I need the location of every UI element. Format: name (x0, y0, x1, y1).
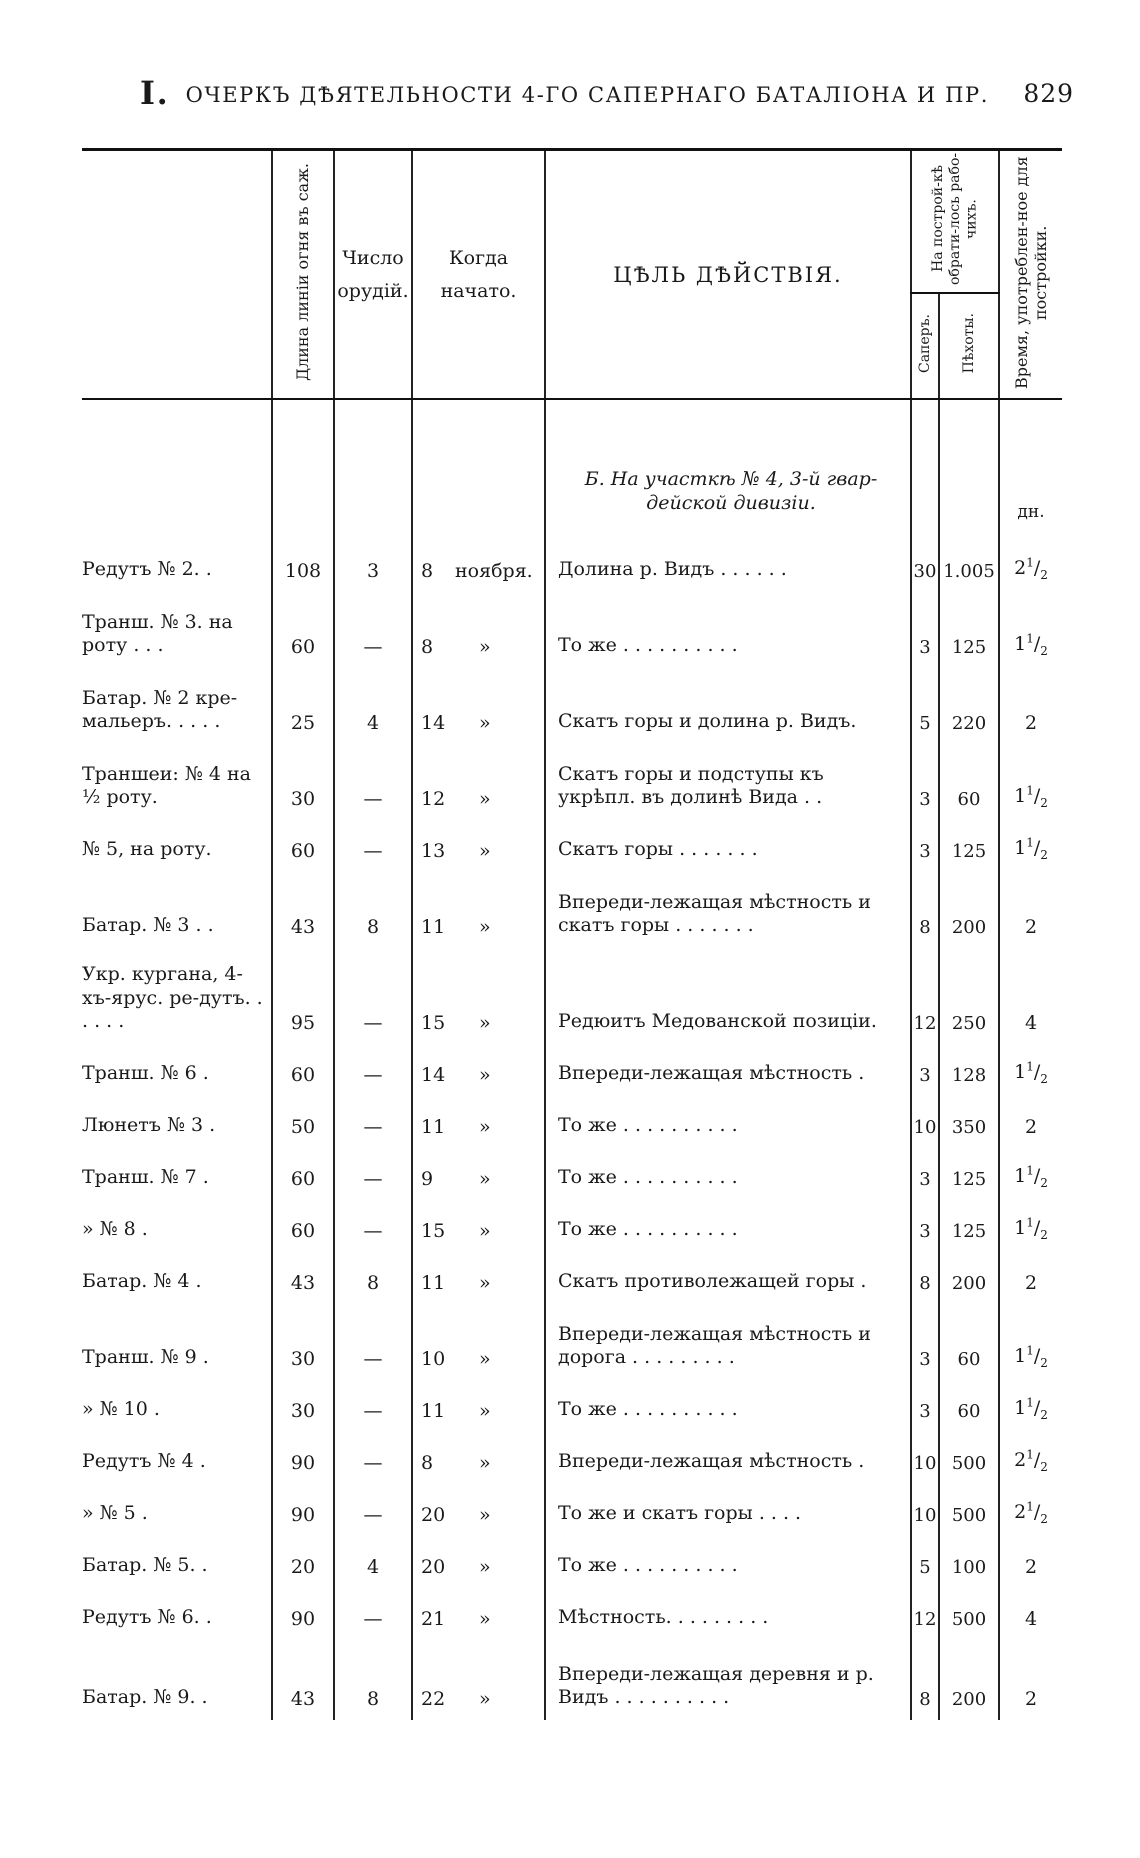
time-denominator: 2 (1040, 644, 1048, 658)
fraction-slash: / (1033, 1449, 1041, 1472)
time-numerator: 1 (1026, 835, 1034, 850)
when-day: 11 (421, 1400, 446, 1422)
when-day: 21 (421, 1608, 446, 1630)
when-day: 14 (421, 1064, 446, 1086)
cell-time (999, 1138, 1062, 1190)
when-day: 15 (421, 1220, 446, 1242)
cell-name: № 5, на роту. (82, 838, 212, 861)
when-mark: » (479, 1688, 491, 1710)
cell-infantry: 1.005 (939, 530, 999, 582)
cell-goal: Впереди-лежащая мѣстность . (545, 1034, 911, 1086)
cell-length: 90 (272, 1422, 334, 1474)
when-day: 20 (421, 1556, 446, 1578)
cell-time (999, 810, 1062, 862)
cell-when (412, 1242, 545, 1294)
section-row (82, 399, 1062, 530)
cell-goal: То же . . . . . . . . . . (545, 582, 911, 658)
cell-guns: — (334, 734, 412, 810)
table-row (82, 862, 1062, 938)
operations-table (82, 148, 1062, 1720)
fraction-slash: / (1033, 633, 1041, 656)
section-title: Б. На участкѣ № 4, 3-й гвар-дейской дивизіи. (545, 399, 911, 530)
cell-goal: То же . . . . . . . . . . (545, 1138, 911, 1190)
cell-when (412, 1526, 545, 1578)
cell-goal: То же . . . . . . . . . . (545, 1086, 911, 1138)
cell-infantry: 128 (939, 1034, 999, 1086)
table-row (82, 1242, 1062, 1294)
time-whole: 4 (1024, 1012, 1038, 1034)
table-row (82, 1190, 1062, 1242)
time-denominator: 2 (1040, 1176, 1048, 1190)
cell-guns: 8 (334, 1242, 412, 1294)
cell-sappers: 8 (911, 1630, 939, 1720)
cell-name: » № 8 . (82, 1218, 148, 1241)
cell-guns: — (334, 582, 412, 658)
cell-time (999, 530, 1062, 582)
cell-when (412, 938, 545, 1034)
cell-infantry: 250 (939, 938, 999, 1034)
table-row (82, 1138, 1062, 1190)
fraction-slash: / (1033, 1165, 1041, 1188)
time-whole: 4 (1024, 1608, 1038, 1630)
cell-infantry: 350 (939, 1086, 999, 1138)
cell-time (999, 1422, 1062, 1474)
time-whole: 2 (1024, 916, 1038, 938)
cell-goal: Скатъ горы и подступы къ укрѣпл. въ долинѣ Вида . . (545, 734, 911, 810)
cell-name: Редутъ № 6. . (82, 1606, 212, 1629)
time-numerator: 1 (1026, 1499, 1034, 1514)
cell-goal: То же . . . . . . . . . . (545, 1190, 911, 1242)
time-value (1014, 783, 1048, 810)
cell-when (412, 1086, 545, 1138)
fraction-slash: / (1033, 557, 1041, 580)
table-row (82, 734, 1062, 810)
cell-sappers: 3 (911, 1138, 939, 1190)
cell-goal: Долина р. Видъ . . . . . . (545, 530, 911, 582)
time-value (1014, 835, 1048, 862)
cell-time (999, 862, 1062, 938)
cell-time (999, 1370, 1062, 1422)
cell-name: Транш. № 9 . (82, 1346, 209, 1369)
time-value (1025, 1012, 1037, 1034)
cell-infantry: 125 (939, 582, 999, 658)
when-mark: » (479, 636, 491, 658)
when-day: 8 (421, 560, 434, 582)
table-row (82, 810, 1062, 862)
cell-infantry: 200 (939, 1242, 999, 1294)
header-sappers: Саперъ. (911, 293, 939, 399)
when-mark: » (479, 1452, 491, 1474)
cell-infantry: 60 (939, 1370, 999, 1422)
cell-sappers: 10 (911, 1086, 939, 1138)
cell-sappers: 3 (911, 1370, 939, 1422)
time-value (1014, 1215, 1048, 1242)
time-value (1014, 1163, 1048, 1190)
cell-sappers: 8 (911, 862, 939, 938)
time-whole: 2 (1024, 1556, 1038, 1578)
cell-guns: 8 (334, 862, 412, 938)
table-row (82, 1578, 1062, 1630)
time-whole: 1 (1014, 1165, 1027, 1188)
cell-sappers: 12 (911, 938, 939, 1034)
table-row (82, 1526, 1062, 1578)
table-row (82, 1034, 1062, 1086)
time-whole: 1 (1014, 785, 1027, 808)
cell-when (412, 1474, 545, 1526)
when-mark: » (479, 1504, 491, 1526)
when-day: 22 (421, 1688, 446, 1710)
header-when: Когда начато. (412, 150, 545, 400)
cell-infantry: 125 (939, 810, 999, 862)
cell-length: 60 (272, 1138, 334, 1190)
fraction-slash: / (1033, 1345, 1041, 1368)
table-row (82, 1630, 1062, 1720)
cell-name: Редутъ № 2. . (82, 558, 212, 581)
fraction-slash: / (1033, 1501, 1041, 1524)
cell-goal: То же . . . . . . . . . . (545, 1370, 911, 1422)
time-whole: 2 (1014, 557, 1027, 580)
cell-time (999, 1630, 1062, 1720)
cell-guns: — (334, 1294, 412, 1370)
time-whole: 2 (1024, 1272, 1038, 1294)
when-mark: » (479, 840, 491, 862)
when-mark: » (479, 1116, 491, 1138)
cell-guns: — (334, 1138, 412, 1190)
cell-length: 50 (272, 1086, 334, 1138)
cell-goal: Скатъ противолежащей горы . (545, 1242, 911, 1294)
cell-length: 25 (272, 658, 334, 734)
cell-guns: — (334, 938, 412, 1034)
cell-sappers: 3 (911, 1294, 939, 1370)
cell-name: Батар. № 5. . (82, 1554, 208, 1577)
cell-infantry: 125 (939, 1138, 999, 1190)
time-value (1014, 1447, 1048, 1474)
time-denominator: 2 (1040, 568, 1048, 582)
cell-sappers: 5 (911, 1526, 939, 1578)
cell-time (999, 1190, 1062, 1242)
when-day: 9 (421, 1168, 434, 1190)
cell-name: Траншеи: № 4 на ½ роту. (82, 762, 251, 809)
time-numerator: 1 (1026, 783, 1034, 798)
cell-length: 95 (272, 938, 334, 1034)
cell-time (999, 734, 1062, 810)
chapter-roman: I. (140, 74, 170, 112)
when-day: 20 (421, 1504, 446, 1526)
cell-guns: 4 (334, 658, 412, 734)
time-whole: 1 (1014, 1397, 1027, 1420)
table-body (82, 399, 1062, 1720)
time-numerator: 1 (1026, 1215, 1034, 1230)
time-denominator: 2 (1040, 796, 1048, 810)
cell-goal: Впереди-лежащая мѣстность и дорога . . . . . . . . . (545, 1294, 911, 1370)
header-length: Длина линіи огня въ саж. (272, 150, 334, 400)
time-numerator: 1 (1026, 1059, 1034, 1074)
when-day: 13 (421, 840, 446, 862)
table-row (82, 1422, 1062, 1474)
when-day: 14 (421, 712, 446, 734)
when-mark: » (479, 1556, 491, 1578)
cell-infantry: 220 (939, 658, 999, 734)
cell-length: 43 (272, 1242, 334, 1294)
when-day: 11 (421, 916, 446, 938)
when-mark: » (479, 1168, 491, 1190)
cell-time (999, 582, 1062, 658)
table-row (82, 1294, 1062, 1370)
table-row (82, 938, 1062, 1034)
cell-time (999, 938, 1062, 1034)
cell-when (412, 734, 545, 810)
cell-goal: Впереди-лежащая мѣстность . (545, 1422, 911, 1474)
cell-goal: Мѣстность. . . . . . . . . (545, 1578, 911, 1630)
header-name-blank (82, 150, 272, 400)
cell-length: 108 (272, 530, 334, 582)
time-value (1025, 1116, 1037, 1138)
when-day: 8 (421, 1452, 434, 1474)
time-numerator: 1 (1026, 631, 1034, 646)
cell-when (412, 1370, 545, 1422)
cell-when (412, 658, 545, 734)
fraction-slash: / (1033, 785, 1041, 808)
time-value (1025, 1556, 1037, 1578)
cell-when (412, 1034, 545, 1086)
cell-when (412, 1138, 545, 1190)
cell-length: 43 (272, 862, 334, 938)
when-mark: » (479, 916, 491, 938)
table-row (82, 658, 1062, 734)
cell-name: Батар. № 4 . (82, 1270, 202, 1293)
cell-name: Укр. кургана, 4-хъ-ярус. ре-дутъ. . . . . . (82, 962, 263, 1033)
time-numerator: 1 (1026, 1163, 1034, 1178)
time-denominator: 2 (1040, 1408, 1048, 1422)
cell-name: Транш. № 3. на роту . . . (82, 610, 233, 657)
cell-guns: 3 (334, 530, 412, 582)
when-day: 11 (421, 1272, 446, 1294)
when-day: 10 (421, 1348, 446, 1370)
time-value (1025, 712, 1037, 734)
cell-length: 60 (272, 810, 334, 862)
cell-when (412, 1630, 545, 1720)
time-whole: 1 (1014, 1345, 1027, 1368)
when-day: 8 (421, 636, 434, 658)
cell-length: 30 (272, 1294, 334, 1370)
cell-guns: 8 (334, 1630, 412, 1720)
cell-time (999, 1242, 1062, 1294)
when-mark: ноября. (455, 560, 533, 582)
cell-goal: Скатъ горы и долина р. Видъ. (545, 658, 911, 734)
page-number: 829 (1023, 79, 1075, 108)
cell-time (999, 658, 1062, 734)
when-mark: » (479, 1348, 491, 1370)
when-mark: » (479, 1272, 491, 1294)
header-guns: Число орудій. (334, 150, 412, 400)
table-row (82, 530, 1062, 582)
table-row (82, 1370, 1062, 1422)
when-mark: » (479, 1012, 491, 1034)
when-mark: » (479, 1220, 491, 1242)
when-mark: » (479, 1064, 491, 1086)
cell-infantry: 100 (939, 1526, 999, 1578)
cell-guns: — (334, 1086, 412, 1138)
cell-guns: — (334, 1422, 412, 1474)
cell-length: 60 (272, 582, 334, 658)
section-unit: дн. (999, 399, 1062, 530)
cell-name: Батар. № 9. . (82, 1686, 208, 1709)
cell-sappers: 10 (911, 1474, 939, 1526)
cell-goal: Скатъ горы . . . . . . . (545, 810, 911, 862)
cell-when (412, 862, 545, 938)
cell-sappers: 30 (911, 530, 939, 582)
time-whole: 1 (1014, 1217, 1027, 1240)
time-value (1014, 1343, 1048, 1370)
when-mark: » (479, 1608, 491, 1630)
cell-infantry: 200 (939, 862, 999, 938)
time-whole: 2 (1014, 1501, 1027, 1524)
cell-sappers: 3 (911, 1034, 939, 1086)
time-value (1014, 1499, 1048, 1526)
cell-length: 30 (272, 1370, 334, 1422)
fraction-slash: / (1033, 1397, 1041, 1420)
page-title: ОЧЕРКЪ ДѢЯТЕЛЬНОСТИ 4-ГО САПЕРНАГО БАТАЛІОНА И ПР. (185, 83, 990, 107)
cell-infantry: 125 (939, 1190, 999, 1242)
time-whole: 1 (1014, 1061, 1027, 1084)
when-day: 11 (421, 1116, 446, 1138)
cell-time (999, 1086, 1062, 1138)
time-value (1014, 631, 1048, 658)
cell-time (999, 1474, 1062, 1526)
cell-time (999, 1526, 1062, 1578)
time-value (1014, 555, 1048, 582)
when-day: 12 (421, 788, 446, 810)
time-denominator: 2 (1040, 848, 1048, 862)
cell-infantry: 200 (939, 1630, 999, 1720)
fraction-slash: / (1033, 837, 1041, 860)
cell-when (412, 582, 545, 658)
cell-sappers: 3 (911, 1190, 939, 1242)
time-whole: 2 (1024, 1688, 1038, 1710)
cell-length: 90 (272, 1578, 334, 1630)
cell-length: 60 (272, 1190, 334, 1242)
cell-name: Транш. № 6 . (82, 1062, 209, 1085)
cell-when (412, 1294, 545, 1370)
time-denominator: 2 (1040, 1072, 1048, 1086)
when-day: 15 (421, 1012, 446, 1034)
time-denominator: 2 (1040, 1356, 1048, 1370)
cell-goal: Редюитъ Медованской позиціи. (545, 938, 911, 1034)
cell-guns: 4 (334, 1526, 412, 1578)
time-whole: 2 (1024, 712, 1038, 734)
cell-length: 90 (272, 1474, 334, 1526)
cell-name: Люнетъ № 3 . (82, 1114, 216, 1137)
when-mark: » (479, 1400, 491, 1422)
time-whole: 2 (1014, 1449, 1027, 1472)
cell-name: » № 10 . (82, 1398, 160, 1421)
time-whole: 1 (1014, 837, 1027, 860)
cell-sappers: 8 (911, 1242, 939, 1294)
cell-name: Транш. № 7 . (82, 1166, 209, 1189)
cell-guns: — (334, 810, 412, 862)
cell-length: 30 (272, 734, 334, 810)
time-value (1025, 1608, 1037, 1630)
cell-when (412, 810, 545, 862)
time-whole: 1 (1014, 633, 1027, 656)
cell-guns: — (334, 1474, 412, 1526)
time-denominator: 2 (1040, 1228, 1048, 1242)
time-value (1025, 1688, 1037, 1710)
time-value (1014, 1059, 1048, 1086)
cell-time (999, 1034, 1062, 1086)
time-denominator: 2 (1040, 1460, 1048, 1474)
when-mark: » (479, 788, 491, 810)
time-denominator: 2 (1040, 1512, 1048, 1526)
cell-when (412, 1422, 545, 1474)
cell-guns: — (334, 1578, 412, 1630)
cell-goal: То же . . . . . . . . . . (545, 1526, 911, 1578)
cell-name: Редутъ № 4 . (82, 1450, 206, 1473)
table-row (82, 582, 1062, 658)
time-numerator: 1 (1026, 1343, 1034, 1358)
time-numerator: 1 (1026, 555, 1034, 570)
cell-when (412, 1578, 545, 1630)
cell-when (412, 530, 545, 582)
time-numerator: 1 (1026, 1395, 1034, 1410)
cell-infantry: 60 (939, 734, 999, 810)
header-workers-group: На построй-кѣ обрати-лось рабо-чихъ. (911, 150, 999, 294)
cell-guns: — (334, 1190, 412, 1242)
time-numerator: 1 (1026, 1447, 1034, 1462)
cell-goal: То же и скатъ горы . . . . (545, 1474, 911, 1526)
cell-infantry: 500 (939, 1422, 999, 1474)
cell-length: 60 (272, 1034, 334, 1086)
time-whole: 2 (1024, 1116, 1038, 1138)
cell-guns: — (334, 1370, 412, 1422)
page-header (140, 72, 1075, 112)
table-row (82, 1086, 1062, 1138)
header-time: Время, употреблен-ное для постройки. (999, 150, 1062, 400)
cell-sappers: 3 (911, 734, 939, 810)
cell-sappers: 5 (911, 658, 939, 734)
cell-length: 20 (272, 1526, 334, 1578)
table-row (82, 1474, 1062, 1526)
cell-sappers: 12 (911, 1578, 939, 1630)
time-value (1025, 1272, 1037, 1294)
cell-when (412, 1190, 545, 1242)
fraction-slash: / (1033, 1061, 1041, 1084)
cell-sappers: 10 (911, 1422, 939, 1474)
cell-goal: Впереди-лежащая мѣстность и скатъ горы . . . . . . . (545, 862, 911, 938)
cell-infantry: 60 (939, 1294, 999, 1370)
cell-infantry: 500 (939, 1578, 999, 1630)
header-goal: ЦѢЛЬ ДѢЙСТВІЯ. (545, 150, 911, 400)
time-value (1014, 1395, 1048, 1422)
time-value (1025, 916, 1037, 938)
cell-guns: — (334, 1034, 412, 1086)
cell-infantry: 500 (939, 1474, 999, 1526)
cell-sappers: 3 (911, 810, 939, 862)
cell-goal: Впереди-лежащая деревня и р. Видъ . . . . . . . . . . (545, 1630, 911, 1720)
when-mark: » (479, 712, 491, 734)
cell-name: Батар. № 3 . . (82, 914, 214, 937)
cell-sappers: 3 (911, 582, 939, 658)
fraction-slash: / (1033, 1217, 1041, 1240)
cell-name: Батар. № 2 кре-мальеръ. . . . . (82, 686, 238, 733)
cell-length: 43 (272, 1630, 334, 1720)
cell-time (999, 1578, 1062, 1630)
header-infantry: Пѣхоты. (939, 293, 999, 399)
cell-time (999, 1294, 1062, 1370)
cell-name: » № 5 . (82, 1502, 148, 1525)
